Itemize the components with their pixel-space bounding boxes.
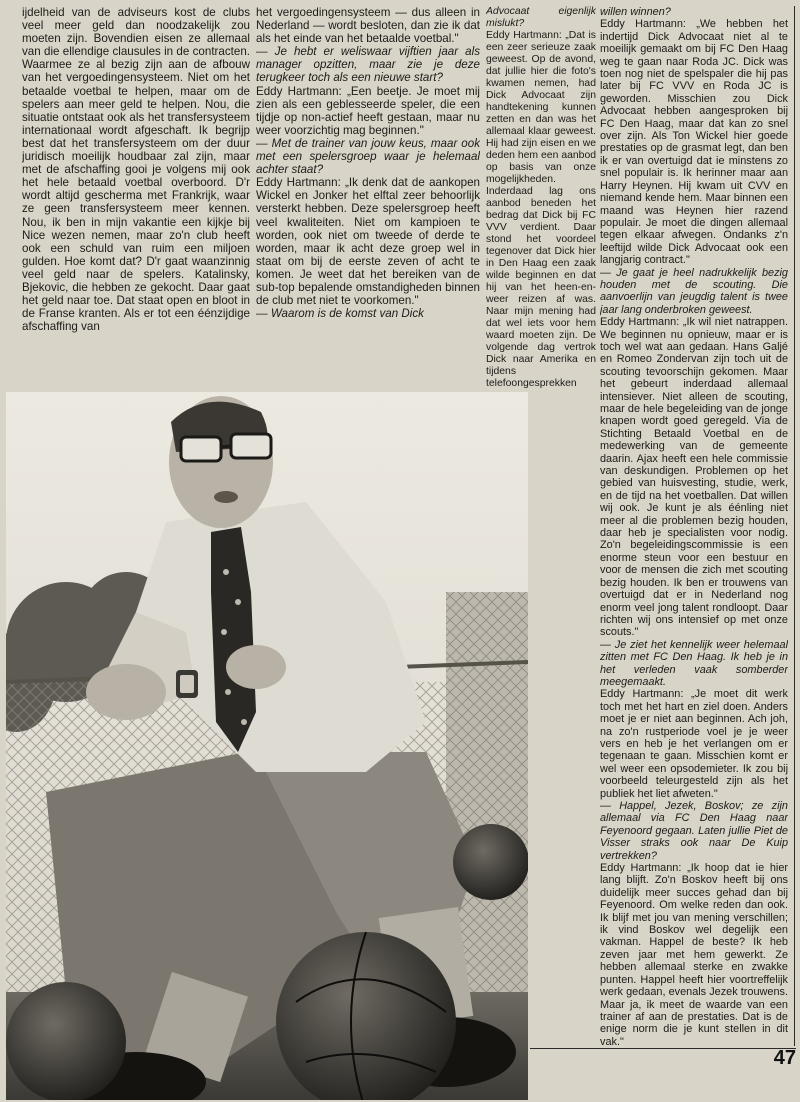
interview-question: — Je ziet het kennelijk weer helemaal zitten met FC Den Haag. Ik heb je in het verleden vaak somberder meegemaakt. bbox=[600, 638, 788, 688]
interview-paragraph: Eddy Hartmann: „Een beetje. Je moet mij zien als een geblesseerde speler, die een tijdje op non-actief heeft gestaan, maar nu weer voorzichtig mag beginnen." bbox=[256, 84, 480, 137]
article-column-3 bbox=[486, 6, 596, 390]
interview-paragraph: het vergoedingensysteem — dus alleen in Nederland — wordt besloten, dan zie ik dat als het einde van het betaalde voetbal." bbox=[256, 6, 480, 46]
interview-question: willen winnen? bbox=[600, 6, 671, 18]
interview-paragraph: ijdelheid van de adviseurs kost de clubs veel meer geld dan noodzakelijk zou moeten zijn. Bovendien eisen ze allemaal van die ellendige clausules in de contracten. Waarmee ze al bezig zijn aan de afbouw van het vergoedingensysteem. Niet om het betaalde voetbal te helpen, maar om de spelers aan meer geld te helpen. Nou, die situatie ontstaat ook als het transfersysteem internationaal wordt afgeschaft. Ik begrijp best dat het transfersysteem om der duur juridisch moeilijk houdbaar zal zijn, maar met de afschaffing gooi je volgens mij ook het hele betaald voetbal overboord. D'r wordt altijd gescherma met Frankrijk, waar ze geen transfersysteem meer kennen. Nou, ik ben in mijn vakantie een kijkje bij Nice wezen nemen, maar zo'n club heeft ook een schuld van ruim een miljoen gulden. Hoe komt dat? D'r gaat waanzinnig veel geld naar de spelers. Katalinsky, Bjekovic, die hebben ze gekocht. Daar gaat het geld naar toe. Dat staat open en bloot in de Franse kranten. Als er tot een éénzijdige afschaffing van bbox=[22, 6, 250, 334]
page-number: 47 bbox=[773, 1047, 796, 1069]
interview-paragraph: Eddy Hartmann: „Ik denk dat de aankopen Wickel en Jonker het elftal zeer behoorlijk versterkt hebben. Deze spelersgroep heeft veel kwaliteiten. Niet om kampioen te worden, ook niet om tweede of derde te worden, maar ik acht deze groep wel in staat om bij de eerste zeven of acht te komen. Je weet dat het bereiken van de sub-top bepalende omstandigheden binnen de club met niet te voorkomen." bbox=[256, 176, 480, 308]
interview-paragraph: Eddy Hartmann: „Dat is een zeer serieuze zaak geweest. Op de avond, dat jullie hier die foto's kwamen nemen, had Dick Advocaat zijn handtekening kunnen zetten en dan was het allemaal klaar geweest. Hij had zijn eisen en we deden hem een aanbod op basis van onze mogelijkheden. Inderdaad lag ons aanbod beneden het bedrag dat Dick bij FC VVV verdient. Daar stond het voordeel tegenover dat Dick hier in Den Haag een zaak wilde beginnen en dat hij van het heen-en-weer reizen af was. Naar mijn mening had dat wel iets voor hem waard moeten zijn. De volgende dag vertrok Dick naar Amerika en tijdens telefoongesprekken bbox=[486, 30, 596, 389]
column-divider bbox=[794, 6, 795, 1046]
article-column-2 bbox=[256, 6, 480, 390]
interview-paragraph: Eddy Hartmann: „Ik hoop dat ie hier lang blijft. Zo'n Boskov heeft bij ons duidelijk meer succes gehad dan bij Feyenoord. Om welke reden dan ook. Ik blijf met jou van mening verschillen; ik vind Boskov wel degelijk een vakman. Happel de beste? Ik heb zeven jaar met hem gewerkt. Ze hebben allemaal sterke en zwakke punten. Happel heeft hier voortreffelijk werk gedaan, evenals Jezek trouwens. Maar ja, ik meet de waarde van een trainer af aan de prestaties. Dat is de enige norm die je kunt stellen in dit vak." bbox=[600, 862, 788, 1046]
interview-question: Advocaat eigenlijk mislukt? bbox=[486, 6, 596, 29]
article-column-1 bbox=[22, 6, 250, 390]
interview-paragraph: Eddy Hartmann: „Je moet dit werk toch met het hart en ziel doen. Anders moet je er niet aan beginnen. Ach joh, na zo'n rustperiode voel je je weer vers en heb je het verlangen om er tegenaan te gaan. Misschien komt er wel weer een opsodemieter. Ik zou bij voorbeeld teleurgesteld zijn als het publiek het liet afweten." bbox=[600, 688, 788, 800]
interview-question: — Je gaat je heel nadrukkelijk bezig houden met de scouting. Die aanvoerlijn van jeugdig talent is twee jaar lang onderbroken geweest. bbox=[600, 266, 788, 316]
article-column-4 bbox=[600, 6, 788, 1046]
interview-question: — Met de trainer van jouw keus, maar ook met een spelersgroep waar je helemaal achter staat? bbox=[256, 136, 480, 177]
interview-paragraph: Eddy Hartmann: „Ik wil niet natrappen. We beginnen nu opnieuw, maar er is toch wel wat aan gedaan. Hans Galjé en Romeo Zondervan zijn toch uit de scouting tevoorschijn gekomen. Maar het gebeurt inderdaad allemaal intensiever. Niet alleen de scouting, maar de hele begeleiding van de jonge knapen wordt goed geregeld. Via de Stichting Betaald Voetbal en de medewerking van de gemeente daarin. Ajax heeft een hele commissie van deskundigen. Problemen op het gebied van huisvesting, studie, werk, en de tijd na het voetballen. Dat willen wij ook. Je kunt je als éénling niet meer al die problemen bezig houden, daar heb je specialisten voor nodig. Zo'n begeleidingscommissie is een enorme steun voor een bestuur en voor de mensen die zich met scouting bezig houden. Ik ben er trouwens van overtuigd dat er in Nederland nog enorm veel jong talent rondloopt. Daar richten wij ons intensief op met onze scouts." bbox=[600, 316, 788, 639]
article-photo-manager-with-footballs bbox=[6, 392, 528, 1100]
bottom-rule bbox=[530, 1048, 796, 1049]
interview-question: — Waarom is de komst van Dick bbox=[256, 307, 424, 321]
interview-question: — Je hebt er weliswaar vijftien jaar als manager opzitten, maar zie je deze terugkeer toch als een nieuwe start? bbox=[256, 45, 480, 85]
interview-paragraph: Eddy Hartmann: „We hebben het indertijd Dick Advocaat niet al te moeilijk gemaakt om bij FC Den Haag weg te gaan naar Roda JC. Dick was toen nog niet de spelspaler die hij pas later bij FC VVV en Roda JC is geworden. Misschien zou Dick Advocaat hebben aangesproken bij FC Den Haag, maar dat kan zo snel over zijn. Als Ton Wickel hier goede prestaties op de grasmat legt, dan ben ik er van overtuigd dat ie minstens zo snel populair is. Ik herinner maar aan Harry Heynen. Hij kwam uit CVV en niemand kende hem. Maar binnen een maand was Heynen hier razend populair. Je moet die dingen allemaal tegen elkaar afwegen. Ondanks z'n leeftijd wilde Dick Advocaat ook een langjarig contract." bbox=[600, 18, 788, 267]
interview-question: — Happel, Jezek, Boskov; ze zijn allemaal via FC Den Haag naar Feyenoord gegaan. Laten jullie Piet de Visser straks ook naar De Kuip vertrekken? bbox=[600, 800, 788, 862]
